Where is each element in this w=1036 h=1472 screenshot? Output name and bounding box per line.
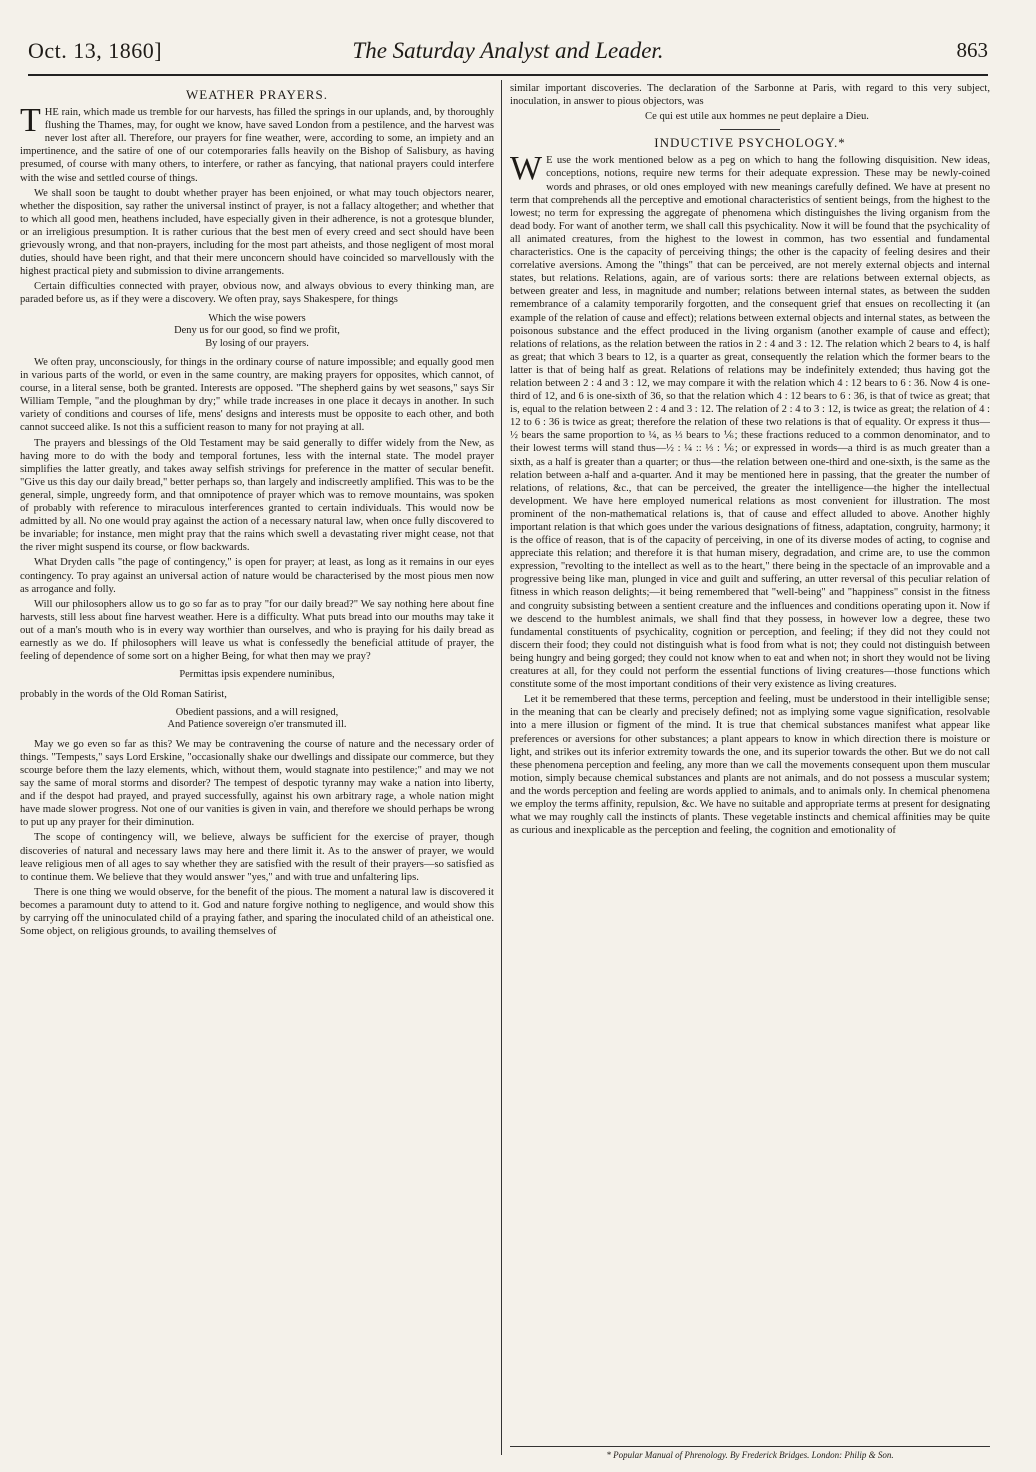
verse-quotation: Obedient passions, and a will resigned, And Patience sovereign o'er transmuted ill. xyxy=(167,706,347,731)
issue-date: Oct. 13, 1860] xyxy=(28,38,163,63)
article-paragraph: Certain difficulties connected with prayer, obvious now, and always obvious to every thinking man, are paraded before us, as if they were a discovery. We often pray, says Shakespere, for things xyxy=(20,281,494,306)
section-rule xyxy=(720,129,780,130)
column-divider xyxy=(501,80,502,1455)
page-number: 863 xyxy=(956,38,988,62)
article-paragraph: Let it be remembered that these terms, perception and feeling, must be understood in their intelligible sense; in the meaning that can be clearly and precisely defined; not as implying some vague signification, resolvable into a mere illusion or figment of the mind. It is true that chemical substances manifest what appear like preferences or aversions for other substances; a plant appears to know in which direction there is moisture or light, and strikes out its inferior extremity towards the one, and its superior towards the other. But we do not call these phenomena perception and feeling, any more than we call the movements consequent upon them muscular motion, simply because chemical substances and plants are not animals, and do not possess a muscular system; and the words perception and feeling are words applied to animals, and to animals only. In chemical phenomena we employ the terms affinity, repulsion, &c. We have no suitable and appropriate terms at present for designating what we may roughly call the instincts of plants. These vegetable instincts and chemical affinities may be quite as curious and inexplicable as the perception and feeling, the cognition and emotionality of xyxy=(510,694,990,837)
verse-quotation: Which the wise powers Deny us for our good, so find we profit, By losing of our prayers. xyxy=(174,312,340,349)
article-paragraph: THE rain, which made us tremble for our harvests, has filled the springs in our uplands, and, by thoroughly flushing the Thames, may, for ought we know, have saved London from a pestilence, and the harvest was never lost after all. Therefore, our prayers for fine weather, were, according to some, an impiety and an impertinence, and the satire of one of our cotemporaries falls heavily on the Bishop of Salisbury, as having presumed, of course with many others, to interfere, or rather as fancying, that national prayers could interfere with the wise and settled course of things. xyxy=(20,102,494,184)
french-quotation: Ce qui est utile aux hommes ne peut deplaire a Dieu. xyxy=(645,111,869,123)
verse-quotation: Permittas ipsis expendere numinibus, xyxy=(179,669,335,681)
article-heading-weather-prayers: WEATHER PRAYERS. xyxy=(186,87,328,102)
article-paragraph: We often pray, unconsciously, for things in the ordinary course of nature impossible; and equally good men in various parts of the world, or even in the same country, are making prayers for opposites, which cannot, of course, in a literal sense, both be granted. Interests are opposed. "The shepherd gains by wet seasons," says Sir William Temple, "and the ploughman by dry;" while trade increases in one place it decays in another. In such variety of conditions and courses of life, mens' designs and interests must be opposite to each other, and both cannot succeed alike. Is not this a sufficient reason to many for not praying at all. xyxy=(20,357,494,434)
footnote: * Popular Manual of Phrenology. By Frederick Bridges. London: Philip & Son. xyxy=(510,1446,990,1460)
article-paragraph: Will our philosophers allow us to go so far as to pray "for our daily bread?" We say nothing here about fine harvests, still less about fine harvest weather. Here is a difficulty. What puts bread into our mouths may take it out of a man's mouth who is in every way worthier than ourselves, and who is praying for his daily bread as earnestly as we do. If philosophers will leave us what is confessedly the beneficial attitude of prayer, the feeling of dependence of some sort on a higher Being, for what then may we pray? xyxy=(20,598,494,663)
header-rule xyxy=(28,74,988,76)
article-paragraph: The scope of contingency will, we believe, always be sufficient for the exercise of prayer, though discoveries of natural and necessary laws may here and there limit it. As to the answer of prayer, we would leave religious men of all ages to say whether they are satisfied with the result of their prayers—so satisfied as to continue them. We believe that they would answer "yes," and with true and unfaltering lips. xyxy=(20,832,494,883)
article-paragraph: May we go even so far as this? We may be contravening the course of nature and the necessary order of things. "Tempests," says Lord Erskine, "occasionally shake our dwellings and dissipate our commerce, but they scourge before them the lazy elements, which, without them, would stagnate into pestilence;" and may we not say the same of moral storms and disorder? The tempest of despotic tyranny may wake a nation into liberty, and if the despot had prayed, and prayed successfully, against his own arbitrary rage, a whole nation might have made slower progress. Not one of our vanities is given in vain, and therefore we should perhaps be wrong to put up any prayer for their diminution. xyxy=(20,738,494,829)
article-paragraph: probably in the words of the Old Roman Satirist, xyxy=(20,688,227,700)
article-paragraph: W E use the work mentioned below as a peg on which to hang the following disquisition. New ideas, conceptions, notions, require new terms for their adequate expression. These may be newly-coined words and phrases, or old ones employed with new meanings carefully defined. We have at present no term that comprehends all the perceptive and emotional characteristics of sentient beings, from the highest to the lowest; no term for expressing the aggregate of phenomena which distinguishes the living organism from the dead body. For want of another term, we shall call this psychicality. Now it will be found that the psychicality of all animated creatures, from the highest to the lowest in common, has two essential and fundamental characteristics. One is the capacity of perceiving things; the other is the capacity of feeling desires and their correlative aversions. Among the "things" that can be perceived, are not merely external objects and internal states, but relations. Relations, again, are of various sorts: there are relations between external objects, as between greater and less, in magnitude and number; relations between internal states, as between the sudden remembrance of a calamity temporarily forgotten, and the consequent grief that ensues on recollecting it (an example of the relation of cause and effect); relations between external objects and internal states, as between the poisonous substance and the effect produced in the living organism (another example of cause and effect); relations of relations, as the relation between the ratios in 2 : 4 and 3 : 12. The relation which 2 bears to 4, is half as great; that which 3 bears to 12, is a quarter as great, consequently the relation which the former bears to the latter is that of being half as great. Relations of relations may be indefinitely extended; thus having got the relation between 2 : 4 and 3 : 12, we may compare it with the relation which 4 : 12 bears to 6 : 36. Now 4 is one-third of 12, and 6 is one-sixth of 36, so that the relation which 4 : 12 bears to 6 : 36, is that of twice as great; that is, equal to the relation between 2 : 4 and 3 : 12. The relation of 2 : 4 to 3 : 12, is twice as great; the relation of 4 : 12 to 6 : 36 is twice as great; therefore the relation of these two relations is that of equality. Or express it thus—½ bears the same proportion to ¼, as ⅓ bears to ⅙; these fractions reduced to a common denominator, and to their lowest terms will stand thus—½ : ¼ :: ⅓ : ⅙; or expressed in words—a third is as much greater than a sixth, as a half is greater than a quarter; or thus—the relation between one-third and one-sixth, is the same as the relation between a-half and a-quarter. And it may be mentioned here in passing, that the greater the number of relations, of relations, &c., that can be perceived, the greater the intelligence—the higher the intellectual development. We have here employed numerical relations as most convenient for illustration. The most prominent of the non-mathematical relations is, that of cause and effect alluded to above. Another highly important relation is that which goes under the various designations of fitness, adaptation, congruity, harmony; it is the office of reason, that is of the capacity of perceiving, in one of its diverse modes of acting, to cognise and appreciate this relation; and therefore it is that human misery, degradation, and crime are, to use the common expression, "revolting to the intellect as well as to the heart," there being in the spectacle of an improvable and a progressive being like man, plunged in vice and guilt and suffering, an utter reversal of this peculiar relation of fitness in which reason delights;—it being remembered that "well-being" and "happiness" consist in the fitness and congruity subsisting between a sentient creature and the influences and conditions operating upon it. Now if we descend to the humblest animals, we shall find that they possess, in however low a degree, these two fundamental constituents of psychicality, cognition or perception, and feeling; if they did not they could not discern their food; they could not distinguish what is food from what is not; they could not distinguish between being hungry and being gorged; they could not know when to eat and when not; in short they would not be living creatures at all, for they could not perform the essential functions of living creatures—those functions which constitute some of the most important conditions of their very existence as living creatures. xyxy=(510,150,990,691)
drop-cap: W xyxy=(510,150,543,188)
article-paragraph: There is one thing we would observe, for the benefit of the pious. The moment a natural law is discovered it becomes a paramount duty to attend to it. God and nature forgive nothing to negligence, and would show this by carrying off the uninoculated child of a praying father, and sparing the inoculated child of an atheistical one. Some object, on religious grounds, to availing themselves of xyxy=(20,886,494,938)
article-paragraph: We shall soon be taught to doubt whether prayer has been enjoined, or what may touch objectors nearer, whether the disposition, say rather the universal instinct of prayer, is not a fallacy altogether; and whether that to which all good men, heathens included, have especially given in their adherence, is not a grotesque blunder, or an irreligious presumption. It is rather curious that the best men of every creed and sect should have been grievously wrong, and that non-prayers, including for the most part atheists, and those negligent of most moral duties, should have been right, and that their mere unconcern should have coincided so marvellously with the highest practical piety and submission to divine arrangements. xyxy=(20,187,494,278)
article-paragraph: The prayers and blessings of the Old Testament may be said generally to differ widely from the New, as having more to do with the body and temporal fortunes, less with the internal state. The model prayer simplifies the latter greatly, and takes away selfish strivings for preference in the matter of secular benefit. "Give us this day our daily bread," better perhaps so, than largely and indiscreetly amplified. This was to be the general, simple, ungreedy form, and that omnipotence of prayer which was to remove mountains, was spoken of probably with reference to miraculous interferences granted to certain individuals. This would now be admitted by all. No one would pray against the action of a necessary natural law, when once fully discovered to be invariable; for instance, men might pray that the rains which swell a devastating river might cease, not that the river might suspend its course, or flow backwards. xyxy=(20,437,494,554)
article-heading-inductive-psychology: INDUCTIVE PSYCHOLOGY.* xyxy=(654,135,846,151)
drop-cap: T xyxy=(20,102,41,140)
article-paragraph: similar important discoveries. The declaration of the Sarbonne at Paris, with regard to this very subject, inoculation, in answer to pious objectors, was xyxy=(510,83,990,108)
article-paragraph: What Dryden calls "the page of contingency," is open for prayer; at least, as long as it remains in our eyes contingency. To pray against an universal action of nature would be characterised by the most pious men now as arrogance and folly. xyxy=(20,557,494,595)
right-column xyxy=(510,82,990,1462)
left-column xyxy=(20,82,494,1462)
masthead xyxy=(28,38,988,70)
publication-title: The Saturday Analyst and Leader. xyxy=(352,38,664,63)
